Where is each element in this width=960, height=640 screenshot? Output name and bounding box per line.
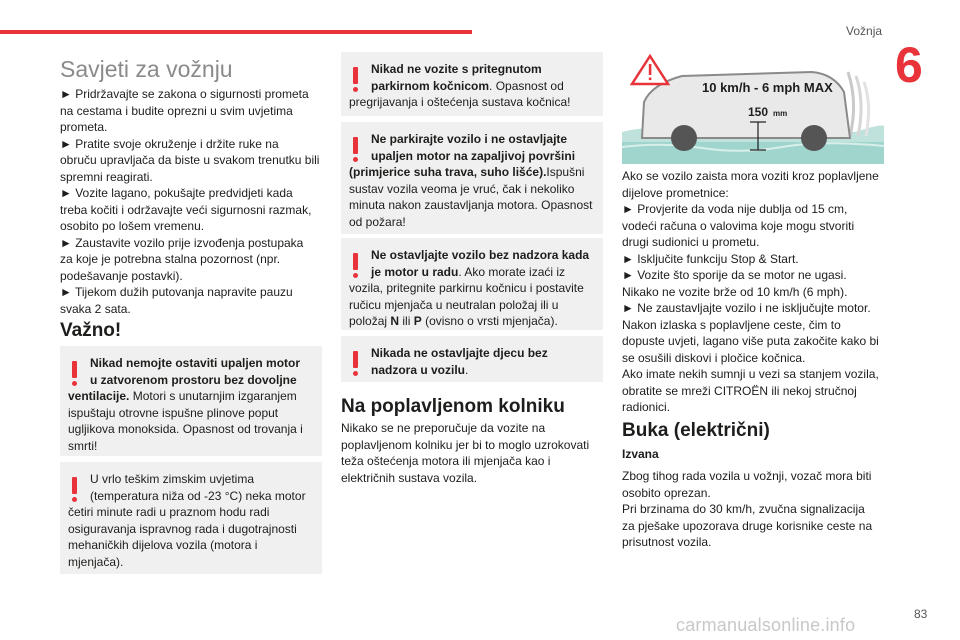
text-line: vodeći računa o valovima koje mogu stvoriti xyxy=(622,218,855,233)
warning-text-line: osiguravanja ispravnog rada i dugotrajnosti xyxy=(68,521,297,536)
warning-exclamation-icon xyxy=(353,67,359,91)
warning-text-line: smrti! xyxy=(68,438,98,453)
warning-bold-text: ventilacije. xyxy=(68,389,130,403)
warning-bold-line: Ne ostavljajte vozilo bez nadzora kada xyxy=(371,248,590,262)
text-line: podešavanje postavki). xyxy=(60,268,183,283)
text-line: ► Provjerite da voda nije dublja od 15 cm, xyxy=(622,202,848,216)
text-line: za pješake upozorava druge korisnike ceste na xyxy=(622,518,873,533)
warning-text-line: (temperatura niža od -23 °C) neka motor xyxy=(90,488,306,503)
warning-exclamation-icon xyxy=(72,477,78,501)
speed-limit-label: 10 km/h - 6 mph MAX xyxy=(702,80,833,95)
warning-text-line: minuta nakon zaustavljanja motora. Opasnost xyxy=(349,198,593,212)
warning-text: . xyxy=(465,362,469,377)
outside-subheading: Izvana xyxy=(622,447,659,461)
section-title-driving-tips: Savjeti za vožnju xyxy=(60,56,233,82)
warning-text: . Opasnost od xyxy=(489,78,564,93)
flooded-road-text xyxy=(341,420,603,486)
warning-bold-text: parkirnom kočnicom xyxy=(371,78,490,93)
text-line: ► Ne zaustavljajte vozilo i ne isključujte motor. xyxy=(622,301,871,315)
text-line: prometa. xyxy=(60,120,108,134)
chapter-number: 6 xyxy=(895,37,923,93)
warning-text-line: četiri minute radi u praznom hodu radi xyxy=(68,505,270,519)
warning-text: Motori s unutarnjim izgaranjem xyxy=(129,389,297,403)
warning-exclamation-icon xyxy=(353,137,359,161)
warning-bold-text: (primjerice suha trava, suho lišće). xyxy=(349,165,547,179)
text-line: na cestama i budite oprezni u svim uvjetima xyxy=(60,103,293,118)
warning-box-parking-brake xyxy=(341,52,603,116)
warning-text: ili xyxy=(399,314,414,328)
warning-text-line: U vrlo teškim zimskim uvjetima xyxy=(90,472,255,486)
text-line: Pri brzinama do 30 km/h, zvučna signalizacija xyxy=(622,502,865,516)
text-line: Nikako se ne preporučuje da vozite na xyxy=(341,421,546,435)
warning-exclamation-icon xyxy=(72,361,78,385)
text-line: teža oštećenja motora ili mjenjača kao i xyxy=(341,454,551,468)
text-line: Nakon izlaska s poplavljene ceste, čim to xyxy=(622,317,841,332)
driving-tips-text xyxy=(60,86,322,317)
car-in-water-svg xyxy=(622,52,884,164)
text-line: ► Vozite što sporije da se motor ne ugasi. xyxy=(622,268,847,282)
warning-text-line: od požara! xyxy=(349,214,406,229)
warning-box-ventilation xyxy=(60,346,322,456)
text-line: za koje je potrebna stalna pozornost (npr. xyxy=(60,252,281,266)
warning-bold-text: nadzora u vozilu xyxy=(371,362,466,377)
text-line: drugi sudionici u prometu. xyxy=(622,235,760,249)
text-line: svaka 2 sata. xyxy=(60,301,131,316)
important-heading: Važno! xyxy=(60,320,122,341)
warning-box-unattended-vehicle xyxy=(341,238,603,330)
text-line: prisutnost vozila. xyxy=(622,535,712,549)
text-line: poplavljenom kolniku jer bi to moglo uzrokovati xyxy=(341,437,590,452)
chapter-title: Vožnja xyxy=(846,24,883,38)
warning-exclamation-icon xyxy=(353,253,359,277)
text-line: se osušili diskovi i pločice kočnica. xyxy=(622,350,806,365)
flooded-road-illustration xyxy=(622,52,884,164)
noise-electric-heading: Buka (električni) xyxy=(622,420,770,441)
text-line: obratite se mreži CITROËN ili nekoj stručnoj xyxy=(622,383,857,398)
warning-text-line: ugljikova monoksida. Opasnost od trovanja i xyxy=(68,422,303,436)
warning-bold-line: Nikada ne ostavljajte djecu bez xyxy=(371,346,548,360)
gear-position-p: P xyxy=(413,314,422,328)
water-depth-value: 150 xyxy=(748,105,769,119)
warning-text-line: ručicu mjenjača u neutralan položaj ili u xyxy=(349,297,559,312)
warning-bold-line: upaljen motor na zapaljivoj površini xyxy=(371,148,576,163)
text-line: ► Vozite lagano, pokušajte predvidjeti kada xyxy=(60,186,293,200)
warning-text: Ispušni xyxy=(546,165,585,179)
warning-text-line: pregrijavanja i oštećenja sustava kočnica! xyxy=(349,95,571,109)
warning-bold-line: Ne parkirajte vozilo i ne ostavljajte xyxy=(371,132,568,146)
text-line: Ako imate nekih sumnji u vezi sa stanjem vozila, xyxy=(622,367,879,381)
page-number: 83 xyxy=(914,607,928,621)
text-line: Zbog tihog rada vozila u vožnji, vozač mora biti xyxy=(622,469,872,483)
warning-text: položaj xyxy=(349,314,391,328)
text-line: ► Pridržavajte se zakona o sigurnosti prometa xyxy=(60,87,309,101)
text-line: ► Isključite funkciju Stop & Start. xyxy=(622,251,799,266)
warning-text-line: vozila, pritegnite parkirnu kočnicu i postavite xyxy=(349,281,584,295)
noise-text xyxy=(622,468,884,551)
car-wheel xyxy=(671,125,697,151)
warning-text: . Ako morate izaći iz xyxy=(458,264,566,279)
text-line: ► Zaustavite vozilo prije izvođenja postupaka xyxy=(60,235,304,250)
warning-box-children xyxy=(341,336,603,382)
warning-text-line: ispuštaju otrovne ispušne plinove poput xyxy=(68,405,279,420)
text-line: dopuste uvjeti, lagano više puta zakočite kako bi xyxy=(622,334,879,348)
warning-text-line: mjenjača). xyxy=(68,554,124,569)
water-depth-unit: mm xyxy=(773,109,788,118)
warning-bold-line: u zatvorenom prostoru bez dovoljne xyxy=(90,372,297,387)
text-line: ► Pratite svoje okruženje i držite ruke na xyxy=(60,136,279,151)
warning-bold-line: Nikad nemojte ostaviti upaljen motor xyxy=(90,356,301,370)
warning-text-line: mehaničkih dijelova vozila (motora i xyxy=(68,538,258,552)
text-line: Nikako ne vozite brže od 10 km/h (6 mph). xyxy=(622,284,848,299)
warning-bold-text: je motor u radu xyxy=(371,264,459,279)
text-line: električnih sustava vozila. xyxy=(341,470,478,485)
text-line: radionici. xyxy=(622,400,671,414)
watermark: carmanualsonline.info xyxy=(676,615,856,635)
text-line: osobito oprezan. xyxy=(622,485,711,500)
text-line: Ako se vozilo zaista mora voziti kroz poplavljene xyxy=(622,169,879,183)
flooded-road-instructions xyxy=(622,168,884,416)
text-line: dijelove prometnice: xyxy=(622,185,729,200)
gear-position-n: N xyxy=(390,314,400,328)
header-accent-bar xyxy=(0,30,472,34)
warning-box-winter xyxy=(60,462,322,574)
warning-box-flammable-surface xyxy=(341,122,603,234)
car-wheel xyxy=(801,125,827,151)
text-line: treba kočiti i održavajte veći sigurnosni razmak, xyxy=(60,202,312,217)
warning-bold-line: Nikad ne vozite s pritegnutom xyxy=(371,62,542,76)
text-line: ► Tijekom dužih putovanja napravite pauzu xyxy=(60,285,293,299)
warning-text: (ovisno o vrsti mjenjača). xyxy=(421,314,558,328)
text-line: spremni reagirati. xyxy=(60,169,153,184)
text-line: osobito po lošem vremenu. xyxy=(60,219,205,233)
flooded-road-heading: Na poplavljenom kolniku xyxy=(341,396,565,417)
warning-exclamation-icon xyxy=(353,351,359,375)
text-line: obruču upravljača da biste u svakom trenutku bili xyxy=(60,153,320,167)
warning-text-line: sustav vozila veoma je vruć, čak i nekoliko xyxy=(349,181,575,196)
